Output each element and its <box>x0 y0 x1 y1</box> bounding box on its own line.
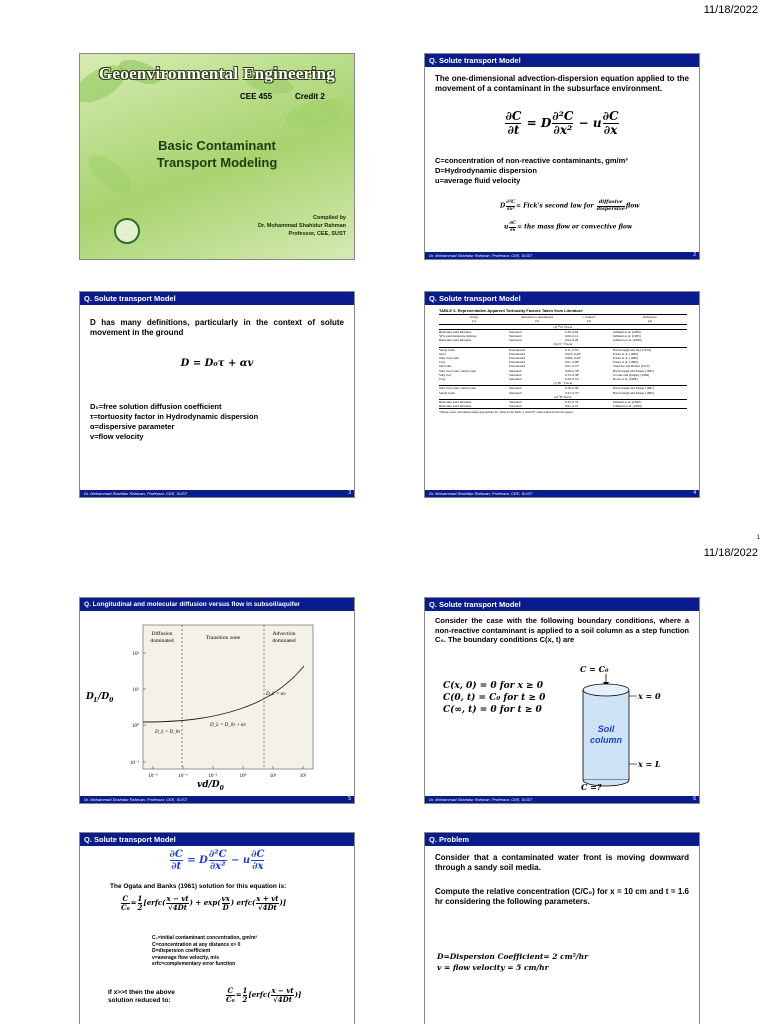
table-cell: Clay <box>439 377 446 382</box>
table-cell: 0.01–0.22 <box>565 404 579 409</box>
compiled-author: Dr. Mohammad Shahidur Rahman <box>257 223 346 229</box>
table-body <box>439 314 687 409</box>
table-cell: Bentonite-sand mixtures <box>439 338 472 343</box>
table-cell: Unsaturated <box>509 347 525 352</box>
soil-column-diagram <box>575 660 685 795</box>
university-logo <box>114 218 140 244</box>
top-label: C = C₀ <box>580 664 609 674</box>
slide3-header: Q. Solute transport Model <box>80 292 354 305</box>
slide3-footer: Dr. Mohammad Shahidur Rahman, Professor, CEE, SUST 3 <box>80 490 354 497</box>
slide2-note-fick: D $\frac{\text{∂²C}}{\text{∂x²}}$ = Fick's second law for $\frac{\text{diffusive}}{\text{dispersive}}$ flow <box>500 199 640 212</box>
table-cell: Saturated <box>509 338 522 343</box>
slide8-p2: Compute the relative concentration (C/C₀) for x = 10 cm and t = 1.6 hr considering the following parameters. <box>435 887 689 906</box>
slide7-def-c0: C₀=initial contaminant concentration, gm/m³ <box>152 935 258 941</box>
table-cell: Unsaturated <box>509 356 525 361</box>
table-cell: τₐ Values* (3) <box>582 315 596 324</box>
table-cell: Saturated <box>509 329 522 334</box>
slide7-def-v: v=average flow velocity, m/s <box>152 954 220 961</box>
slide-tortuosity-table <box>424 291 700 498</box>
table-cell: Gillham et al. (1984) <box>613 329 641 334</box>
x0-label: x = 0 <box>638 691 661 701</box>
table-cell: Bentonite-sand mixtures <box>439 329 472 334</box>
table-cell: Saturated <box>509 377 522 382</box>
slide5-footer: Dr. Mohammad Shahidur Rahman, Professor, CEE, SUST 5 <box>80 796 354 803</box>
bc-2: C(0, t) = C₀ for t ≥ 0 <box>443 693 546 703</box>
table-cell: Reference (4) <box>643 315 657 324</box>
slide-problem <box>424 832 700 1024</box>
slide5-xlabel: $vd/D_0$ <box>197 780 224 792</box>
slide3-def-alpha: α=dispersive parameter <box>90 422 175 431</box>
zone-transition: Transition zone <box>205 635 241 641</box>
table-cell: Silty clay loam <box>439 356 459 361</box>
slide1-subtitle-1: Basic Contaminant <box>158 138 276 153</box>
xL-label: x = L <box>638 759 661 769</box>
x-tick-label: 10¹ <box>269 774 277 779</box>
table-cell: 0.13–0.38ᵃ <box>565 372 580 377</box>
table-cell: 0.06–0.12 <box>565 334 579 339</box>
slide1-title: Geoenvironmental Engineering <box>98 64 336 83</box>
table-cell: Saturated <box>509 334 522 339</box>
bc-1: C(x, 0) = 0 for x ≥ 0 <box>443 681 543 691</box>
table-group-label: (c) Br⁻ Tracer <box>439 381 687 386</box>
eq-low: D_L = D_0τ <box>155 730 181 735</box>
table-cell: Porter et al. (1960) <box>613 351 638 356</box>
slide4-header: Q. Solute transport Model <box>425 292 699 305</box>
slide6-footer: Dr. Mohammad Shahidur Rahman, Professor, CEE, SUST 6 <box>425 796 699 803</box>
table-cell: Barraclough and Tinker (1982) <box>613 390 654 395</box>
slide2-def-d: D=Hydrodynamic dispersion <box>435 166 537 175</box>
zone-advection-1: Advection <box>272 631 296 637</box>
slide7-ogata-text: The Ogata and Banks (1961) solution for this equation is: <box>110 883 287 890</box>
slide4-footer: Dr. Mohammad Shahidur Rahman, Professor, CEE, SUST 4 <box>425 490 699 497</box>
slide7-reduced-solution: $\frac{C}{\text{C₀}}$ = $\frac{1}{2}$ [erfc( $\frac{x - vt}{√4Dt}$ )] <box>226 986 302 1004</box>
slide-advection-dispersion <box>424 53 700 260</box>
table-cell: Silty clay <box>439 372 452 377</box>
table-cell: Clay <box>439 360 446 365</box>
table-cell: Crooks and Quigley (1984) <box>613 372 650 377</box>
table-cell: 0.004–0.26ᵃ <box>565 356 581 361</box>
slide1-credit: Credit 2 <box>295 92 325 101</box>
slide2-def-u: u=average fluid velocity <box>435 176 521 185</box>
slide5-header: Q. Longitudinal and molecular diffusion versus flow in subsoil/aquifer <box>80 598 354 611</box>
slide2-equation: $\frac{\partial C}{\partial t}$ = D $\frac{\text{∂²C}}{\text{∂x²}}$ − u $\frac{\partial C}{\partial x}$ <box>505 109 619 138</box>
slide8-p1: Consider that a contaminated water front is moving downward through a sandy soil media. <box>435 853 689 872</box>
y-tick-label: 10⁰ <box>131 724 139 729</box>
zone-diffusion-1: Diffusion <box>151 631 173 637</box>
slide7-header: Q. Solute transport Model <box>80 833 354 846</box>
table-note: ᵃValues were calculated using appropriate D₀ value from Table 1 with D* value taken from ref-erence. <box>439 410 574 415</box>
slide2-note-convective: u $\frac{\partial C}{\partial x}$ = the mass flow or convective flow <box>504 220 633 233</box>
table-row <box>439 404 687 408</box>
date-mid: 11/18/2022 <box>703 547 758 559</box>
table-cell: 0.39–0.84 <box>565 329 579 334</box>
table-group-label: (a) ³⁶Cl Tracer <box>439 325 687 330</box>
slide8-def-d: D=Dispersion Coefficient= 2 cm²/hr <box>437 952 589 961</box>
soil-label-2: column <box>589 735 623 745</box>
table-cell: Silt loam <box>439 364 451 369</box>
table-cell: Saturated or unsaturated (2) <box>520 315 554 324</box>
x-tick-label: 10⁻¹ <box>208 774 218 779</box>
x-tick-label: 10² <box>299 774 307 779</box>
table-cell: 0.01–0.57ᵃ <box>565 364 580 369</box>
table-cell: Saturated <box>509 404 522 409</box>
slide8-def-v: v = flow velocity = 5 cm/hr <box>437 963 549 972</box>
table-cell: Sandy loam <box>439 347 455 352</box>
slide7-def-c: C=concentration at any distance x> 0 <box>152 941 241 948</box>
slide-boundary-conditions <box>424 597 700 804</box>
table-cell: Porter et al. (1960) <box>613 360 638 365</box>
table-cell: Silty clay loam; sandy loam <box>439 368 476 373</box>
slide7-reduce-2: solution reduced to: <box>108 997 171 1004</box>
table-cell: 0.28–0.51ᵃ <box>565 377 580 382</box>
slide5-ylabel: $D_L/D_0$ <box>86 692 114 704</box>
table-cell: Saturated <box>509 390 522 395</box>
zone-advection-2: dominated <box>272 638 296 644</box>
table-cell: Saturated <box>509 400 522 405</box>
slide3-equation: D = D₀τ + αv <box>180 358 254 369</box>
slide-title <box>79 53 355 260</box>
table-cell: Bentonite-sand mixtures <box>439 400 472 405</box>
table-cell: Johnston et al. (1984) <box>613 338 642 343</box>
y-tick-label: 10² <box>132 652 139 657</box>
slide6-intro: Consider the case with the following boundary conditions, where a non-reactive contaminant is applied to a soil column as a step function C₀. The boundary conditions C(x, t) are <box>435 616 689 644</box>
eq-mid: D_L = D_0τ + αv <box>210 723 246 728</box>
slide-diffusion-chart <box>79 597 355 804</box>
slide2-footer: Dr. Mohammad Shahidur Rahman, Professor, CEE, SUST 2 <box>425 252 699 259</box>
slide-ogata-banks <box>79 832 355 1024</box>
slide3-def-tau: τ=tortuosity factor in Hydrodynamic dispersion <box>90 412 259 421</box>
table-cell: Warncke and Barber (1972) <box>613 364 650 369</box>
compiled-label: Compiled by <box>312 215 346 221</box>
table-cell: 0.25–0.37ᵃ <box>565 390 580 395</box>
x-tick-label: 10⁻³ <box>148 774 158 779</box>
table-cell: Unsaturated <box>509 351 525 356</box>
y-tick-label: 10⁻¹ <box>129 761 139 766</box>
table-cell: Saturated <box>509 368 522 373</box>
tortuosity-table <box>439 309 687 415</box>
table-cell: Unsaturated <box>509 360 525 365</box>
y-tick-label: 10¹ <box>132 688 139 693</box>
table-cell: Silty clay loam; sandy loam <box>439 386 476 391</box>
table-cell: 0.06–0.33ᵃ <box>565 368 580 373</box>
slide7-solution: $\frac{C}{\text{C₀}}$ = $\frac{1}{2}$ [erfc( $\frac{x - vt}{√4Dt}$ ) + exp( $\frac{vx}{D}$ ) erfc( $\frac{x + vt}{√4Dt}$ )] <box>121 894 287 912</box>
diffusion-flow-plot <box>80 611 355 804</box>
table-cell: Saturated <box>509 386 522 391</box>
table-cell: 0.025–0.29ᵃ <box>565 351 581 356</box>
page-number: 1 <box>756 535 760 541</box>
slide7-equation: $\frac{\partial C}{\partial t}$ = D $\frac{\text{∂²C}}{\text{∂x²}}$ − u $\frac{\partial C}{\partial x}$ <box>169 849 265 872</box>
table-cell: 0.33–0.70 <box>565 400 579 405</box>
date-top: 11/18/2022 <box>703 4 758 16</box>
table-cell: 0.04–0.49 <box>565 338 579 343</box>
x-tick-label: 10⁰ <box>239 774 247 779</box>
table-cell: Barraclough and Nye (1979) <box>613 347 651 352</box>
bc-3: C(∞, t) = 0 for t ≥ 0 <box>443 705 542 715</box>
slide7-def-d: D=dispersion coefficient <box>152 948 211 954</box>
table-cell: Sandy loam <box>439 390 455 395</box>
zone-diffusion-2: dominated <box>150 638 174 644</box>
table-group-label: (b) Cl⁻ Tracer <box>439 342 687 347</box>
table-cell: Rowe et al. (1988) <box>613 377 638 382</box>
bottom-label: C =? <box>581 782 602 792</box>
slide1-subtitle-2: Transport Modeling <box>156 155 278 170</box>
table-cell: Gillham et al. (1985) <box>613 334 641 339</box>
table-cell: Barraclough and Tinker (1981) <box>613 386 654 391</box>
x-tick-label: 10⁻² <box>178 774 188 779</box>
slide3-def-v: v=flow velocity <box>90 432 144 441</box>
slide2-intro: The one-dimensional advection-dispersion equation applied to the movement of a contaminant in the subsurface environment. <box>435 74 689 93</box>
table-header-row <box>439 315 687 324</box>
table-cell: Barraclough and Tinker (1981) <box>613 368 654 373</box>
table-cell: Sand <box>439 351 446 356</box>
table-cell: 0.18–0.59ᵃ <box>565 386 580 391</box>
table-cell: 50% sand-bentonite mixture <box>439 334 477 339</box>
slide7-def-erfc: erfc=complementary error function <box>152 961 236 967</box>
compiled-affiliation: Professor, CEE, SUST <box>288 231 346 237</box>
slide-dispersion-definition <box>79 291 355 498</box>
slide3-intro: D has many definitions, particularly in the context of solute movement in the ground <box>90 318 344 337</box>
table-cell: Porter et al. (1960) <box>613 356 638 361</box>
table-cell: 0.01–0.08ᵃ <box>565 360 580 365</box>
slide8-header: Q. Problem <box>425 833 699 846</box>
soil-label-1: Soil <box>597 724 615 734</box>
table-group-label: (d) ³H Tracer <box>439 395 687 400</box>
slide2-header: Q. Solute transport Model <box>425 54 699 67</box>
table-cell: Saturated <box>509 372 522 377</box>
table-cell: 0.11–0.33ᵃ <box>565 347 579 352</box>
table-cell: Johnston et al. (1984) <box>613 404 642 409</box>
slide3-def-d0: D₀=free solution diffusion coefficient <box>90 402 222 411</box>
table-cell: Bentonite-sand mixtures <box>439 404 472 409</box>
slide7-reduce-1: If x>>t then the above <box>108 989 175 996</box>
eq-high: D_L = αv <box>266 692 286 697</box>
slide6-header: Q. Solute transport Model <box>425 598 699 611</box>
slide1-course: CEE 455 <box>240 92 273 101</box>
table-cell: Unsaturated <box>509 364 525 369</box>
table-cell: Gillham et al. (1984) <box>613 400 641 405</box>
table-cell: Soil(s) (1) <box>469 315 479 324</box>
slide1-compiled <box>258 214 346 238</box>
slide2-def-c: C=concentration of non-reactive contaminants, gm/m³ <box>435 156 628 165</box>
table-title: TABLE 3. Representative Apparent Tortuosity Factors Taken from Literature <box>439 308 583 313</box>
